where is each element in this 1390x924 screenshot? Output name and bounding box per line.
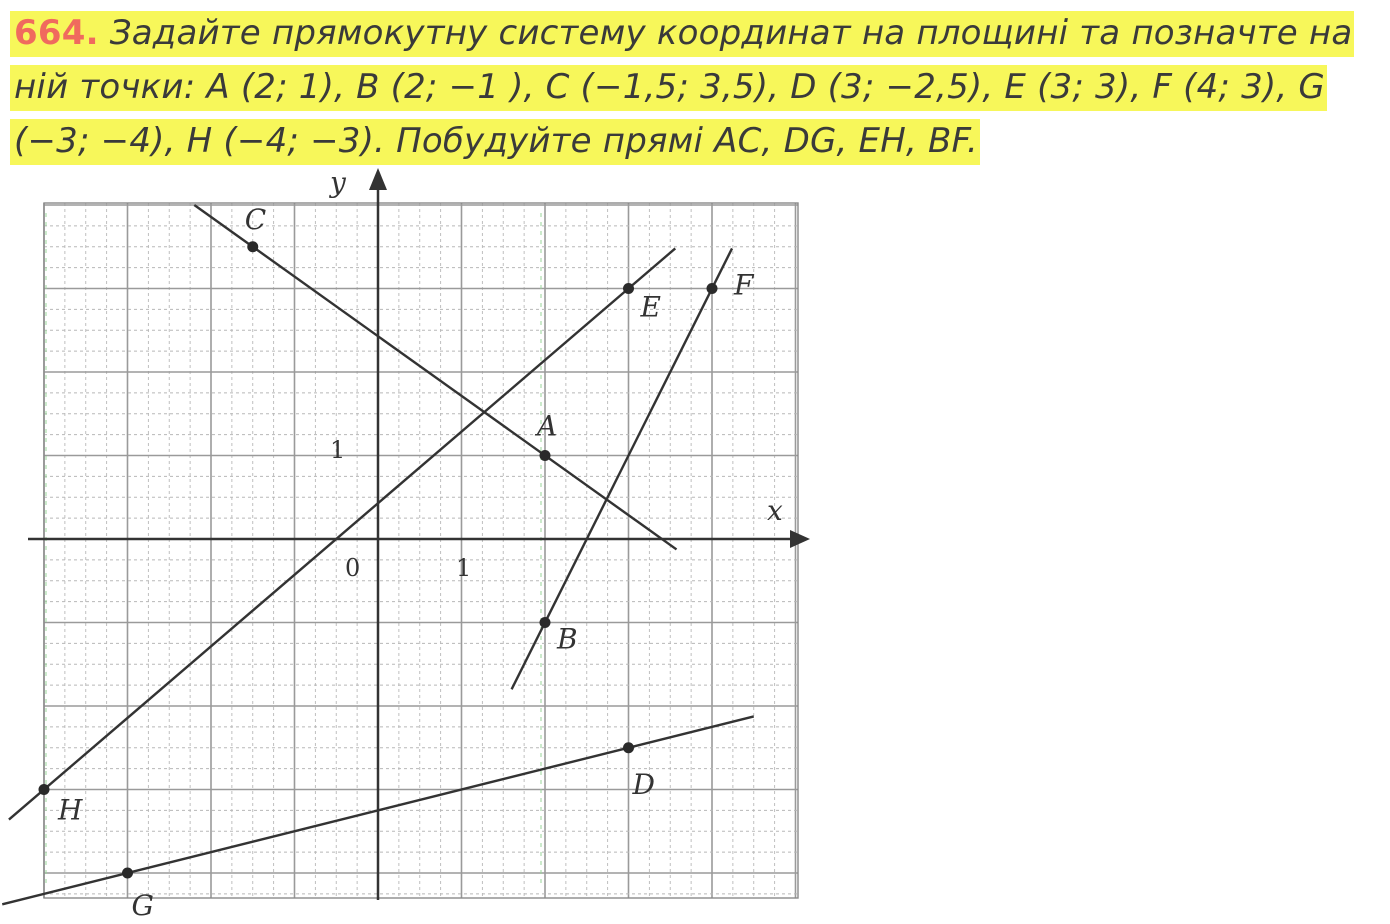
grid: [44, 203, 798, 898]
task-number: 664.: [14, 13, 99, 53]
point-label-f: F: [734, 268, 754, 302]
point-label-e: E: [640, 290, 661, 324]
point-e: [623, 283, 634, 294]
task-text: Задайте прямокутну систему координат на площині та позначте на ній точки: A (2; 1), B (2; −1 ), C (−1,5; 3,5), D (3; −2,5), E (3; 3), F (4; 3), G (−3; −4), H (−4; −3). Побудуйте прямі AC, DG, EH, BF.: [14, 13, 1353, 161]
y-tick-label: 1: [330, 436, 346, 464]
point-label-b: B: [557, 622, 578, 656]
x-axis-label: x: [767, 494, 783, 527]
y-axis-label: y: [330, 166, 346, 199]
point-f: [707, 283, 718, 294]
point-c: [247, 241, 258, 252]
point-label-a: A: [537, 409, 558, 443]
x-tick-label: 1: [456, 554, 472, 582]
point-b: [540, 617, 551, 628]
grid-frame: [44, 203, 798, 898]
points: [39, 203, 756, 922]
point-label-h: H: [58, 793, 83, 827]
line-eh: [9, 248, 675, 819]
point-g: [122, 868, 133, 879]
x-axis-arrow-icon: [790, 530, 810, 548]
point-d: [623, 742, 634, 753]
point-a: [540, 450, 551, 461]
point-label-d: D: [632, 767, 655, 801]
point-label-c: C: [244, 202, 267, 236]
point-h: [39, 784, 50, 795]
y-axis-arrow-icon: [369, 168, 387, 190]
line-ac: [194, 202, 676, 549]
origin-label: 0: [345, 554, 361, 582]
point-label-g: G: [131, 889, 154, 922]
